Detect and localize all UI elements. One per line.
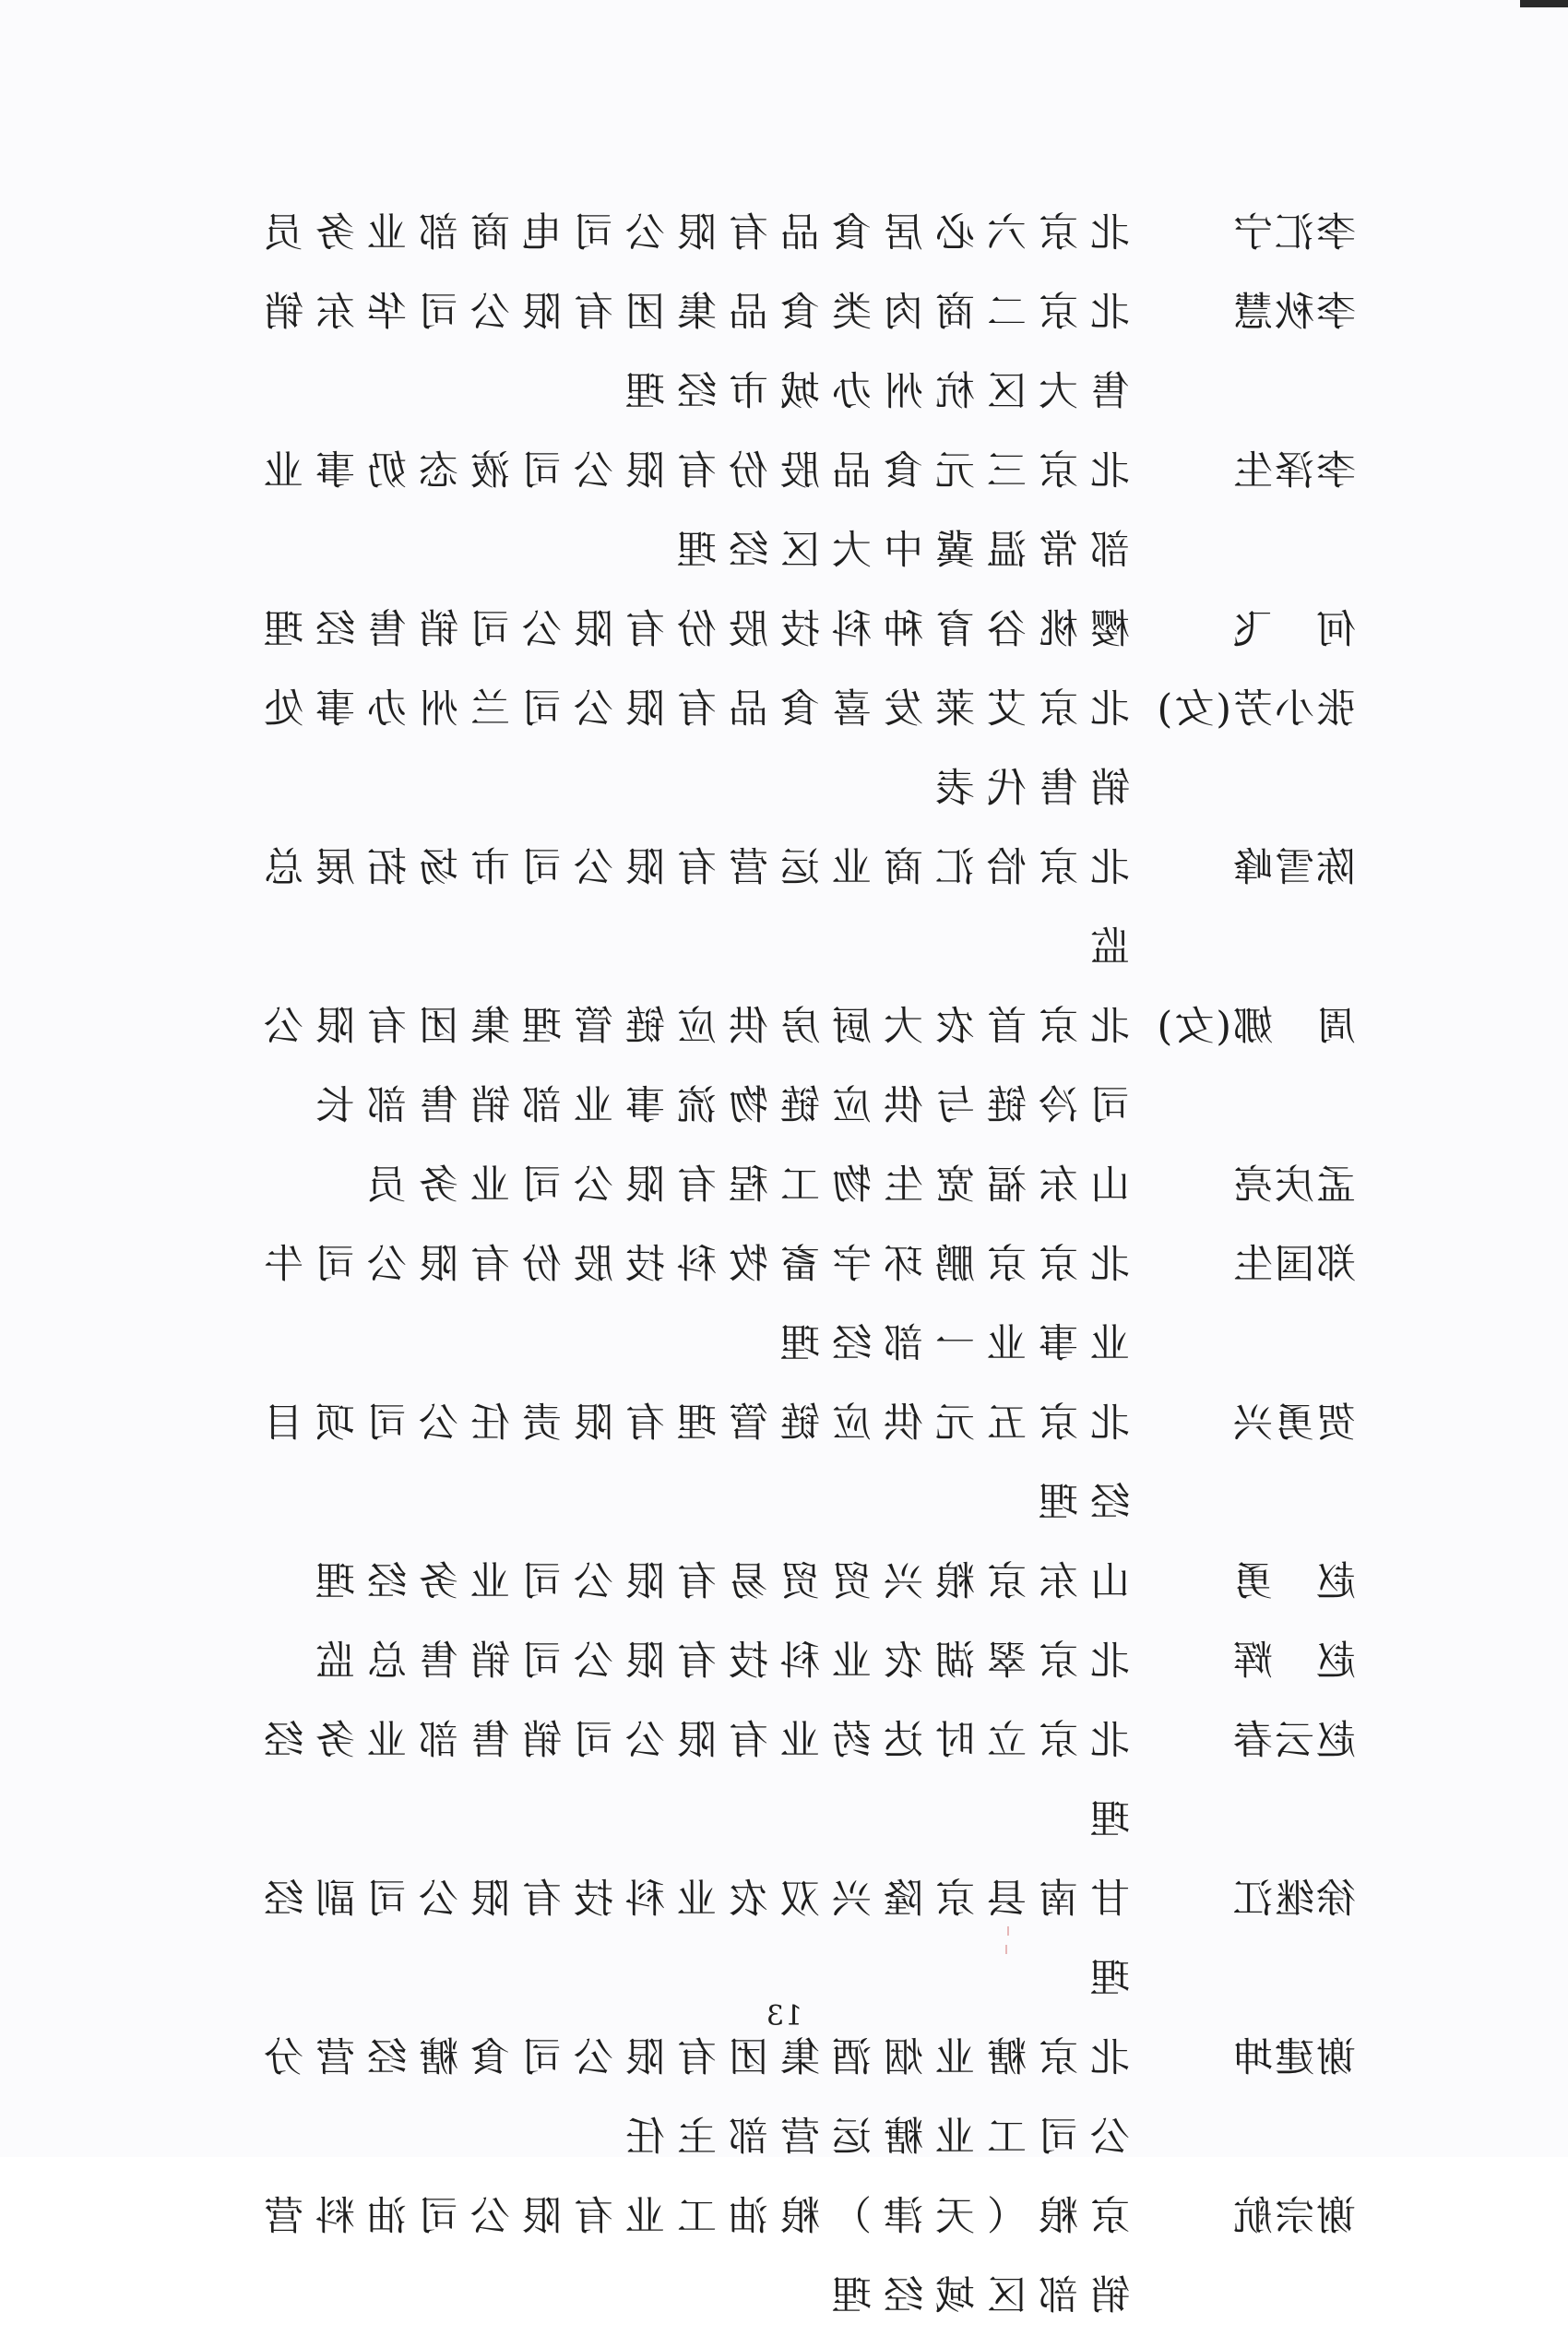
list-item: [194, 2177, 1356, 2336]
scan-speck: [1005, 1945, 1007, 1954]
person-name: 何 飞: [1231, 607, 1356, 653]
list-item: [194, 987, 1356, 1146]
list-item: [194, 1146, 1356, 1225]
person-name: 赵 勇: [1231, 1559, 1356, 1605]
person-name: 郑国生: [1231, 1242, 1356, 1288]
person-position: 北京三元食品股份有限公司液态奶事业部常温冀中大区经理: [252, 448, 1130, 574]
person-position: 北京恰汇商业运营有限公司市场拓展总监: [252, 845, 1130, 971]
person-position: 北京五元供应链管理有限责任公司项目经理: [252, 1400, 1130, 1526]
person-name: 谢宗航: [1231, 2194, 1356, 2240]
person-name: 贺勇兴: [1231, 1400, 1356, 1447]
person-position: 北京翠湖农业科技有限公司销售总监: [303, 1639, 1130, 1685]
list-item: [194, 1543, 1356, 1622]
list-item: [194, 828, 1356, 987]
list-item: [194, 670, 1356, 828]
person-position: 山东福宽生物工程有限公司业务员: [355, 1162, 1130, 1209]
person-name: 孟庆亮: [1231, 1162, 1356, 1209]
person-position: 北京艾莱发喜食品有限公司兰州办事处销售代表: [252, 686, 1130, 812]
list-item: [194, 194, 1356, 273]
list-item: [194, 590, 1356, 670]
person-position: 北京立时达药业有限公司销售部业务经理: [252, 1718, 1130, 1843]
list-item: [194, 1622, 1356, 1701]
person-name: 徐继江: [1231, 1877, 1356, 1923]
list-item: [194, 2019, 1356, 2177]
page-number: 13: [765, 2000, 803, 2032]
person-position: 北京糖业烟酒集团有限公司食糖经营分公司工业糖运营部主任: [252, 2035, 1130, 2161]
list-item: [194, 1225, 1356, 1384]
person-name: 李泽生: [1231, 448, 1356, 495]
person-position: 甘南县京隆兴双农业科技有限公司副经理: [252, 1877, 1130, 2002]
person-position: 山东京粮兴贸贸易有限公司业务经理: [303, 1559, 1130, 1605]
person-name: 陈雪峰: [1231, 845, 1356, 891]
person-position: 京粮（天津）粮油工业有限公司油料营销部区域经理: [252, 2194, 1130, 2319]
person-name: 赵云春: [1231, 1718, 1356, 1764]
person-position: 樱桃谷育种科技股份有限公司销售经理: [252, 607, 1130, 653]
person-name: 李秋慧: [1231, 290, 1356, 336]
list-item: [194, 273, 1356, 432]
person-name: 谢建坤: [1231, 2035, 1356, 2081]
person-position: 北京首农大厨房供应链管理集团有限公司冷链与供应链物流事业部销售部长: [252, 1004, 1130, 1129]
person-name: 李汇宁: [1231, 210, 1356, 256]
person-name: 张小芳(女): [1155, 686, 1356, 733]
scan-speck: [1007, 1926, 1009, 1936]
person-name: 周 娜(女): [1155, 1004, 1356, 1050]
list-item: [194, 1860, 1356, 2019]
person-name: 赵 辉: [1231, 1639, 1356, 1685]
person-position: 北京京鹏环宇畜牧科技股份有限公司牛业事业一部经理: [252, 1242, 1130, 1367]
person-position: 北京六必居食品有限公司电商部业务员: [252, 210, 1130, 256]
scan-corner-mark: [1520, 0, 1568, 7]
person-position: 北京二商肉类食品集团有限公司华东销售大区杭州办城市经理: [252, 290, 1130, 415]
list-item: [194, 1701, 1356, 1860]
list-item: [194, 432, 1356, 590]
list-item: [194, 1384, 1356, 1543]
